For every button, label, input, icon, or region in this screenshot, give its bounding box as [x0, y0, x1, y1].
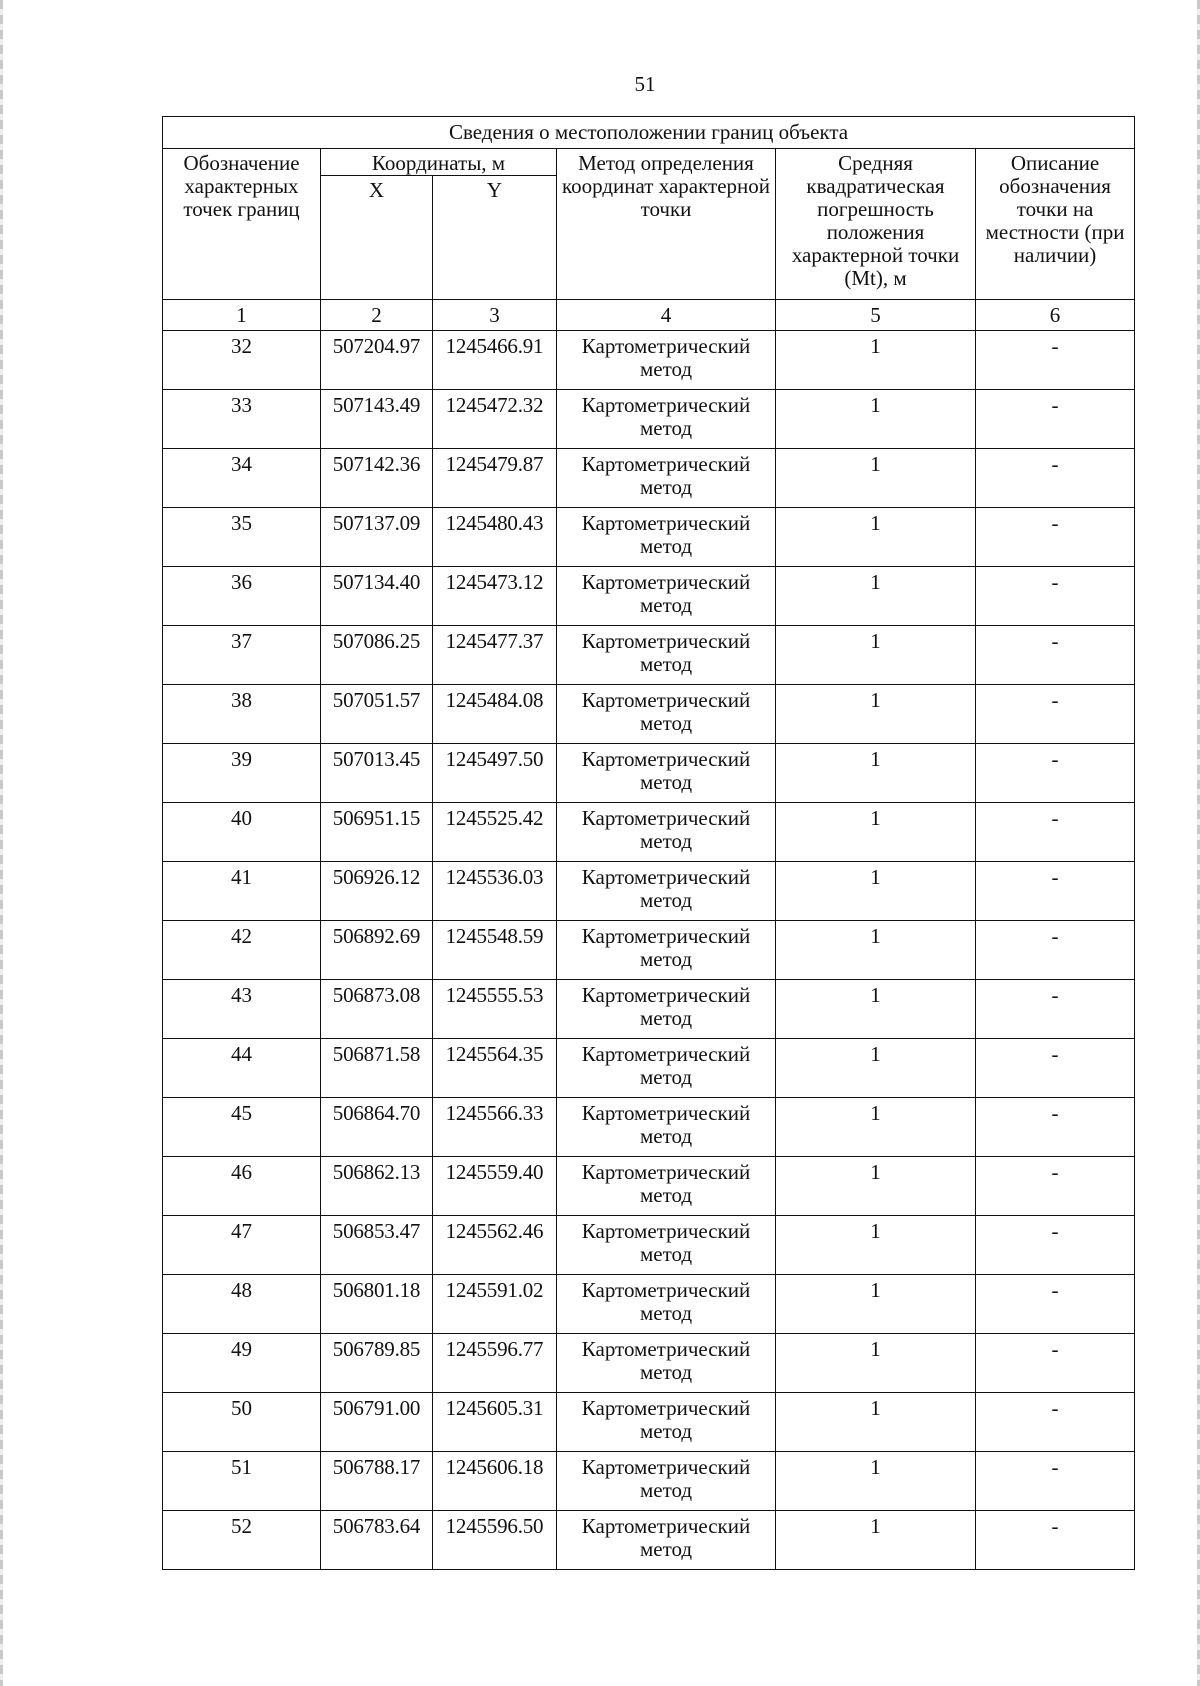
method-cell: Картометрический метод [557, 744, 776, 803]
y-coordinate-cell: 1245596.50 [433, 1511, 557, 1570]
y-coordinate-cell: 1245562.46 [433, 1216, 557, 1275]
point-cell: 33 [163, 390, 321, 449]
header-coordinates: Координаты, м [321, 149, 557, 176]
error-cell: 1 [776, 803, 976, 862]
error-cell: 1 [776, 862, 976, 921]
method-cell: Картометрический метод [557, 1098, 776, 1157]
column-index: 5 [776, 300, 976, 331]
description-cell: - [976, 744, 1135, 803]
table-caption: Сведения о местоположении границ объекта [163, 117, 1135, 149]
description-cell: - [976, 862, 1135, 921]
table-row [163, 1039, 1135, 1098]
error-cell: 1 [776, 1216, 976, 1275]
y-coordinate-cell: 1245536.03 [433, 862, 557, 921]
x-coordinate-cell: 506951.15 [321, 803, 433, 862]
error-cell: 1 [776, 1334, 976, 1393]
description-cell: - [976, 1039, 1135, 1098]
table-row [163, 1216, 1135, 1275]
error-cell: 1 [776, 685, 976, 744]
error-cell: 1 [776, 921, 976, 980]
column-index: 6 [976, 300, 1135, 331]
table-row [163, 685, 1135, 744]
x-coordinate-cell: 506783.64 [321, 1511, 433, 1570]
y-coordinate-cell: 1245479.87 [433, 449, 557, 508]
description-cell: - [976, 390, 1135, 449]
point-cell: 50 [163, 1393, 321, 1452]
point-cell: 41 [163, 862, 321, 921]
x-coordinate-cell: 506926.12 [321, 862, 433, 921]
point-cell: 35 [163, 508, 321, 567]
method-cell: Картометрический метод [557, 1216, 776, 1275]
header-description: Описание обозначения точки на местности (при наличии) [976, 149, 1135, 300]
description-cell: - [976, 1098, 1135, 1157]
method-cell: Картометрический метод [557, 331, 776, 390]
method-cell: Картометрический метод [557, 449, 776, 508]
table-row [163, 449, 1135, 508]
method-cell: Картометрический метод [557, 508, 776, 567]
table-row [163, 803, 1135, 862]
error-cell: 1 [776, 1039, 976, 1098]
method-cell: Картометрический метод [557, 1334, 776, 1393]
description-cell: - [976, 803, 1135, 862]
x-coordinate-cell: 506871.58 [321, 1039, 433, 1098]
page-number: 51 [634, 72, 656, 96]
description-cell: - [976, 508, 1135, 567]
method-cell: Картометрический метод [557, 567, 776, 626]
y-coordinate-cell: 1245525.42 [433, 803, 557, 862]
description-cell: - [976, 1157, 1135, 1216]
table-row [163, 862, 1135, 921]
description-cell: - [976, 1334, 1135, 1393]
y-coordinate-cell: 1245484.08 [433, 685, 557, 744]
method-cell: Картометрический метод [557, 1157, 776, 1216]
y-coordinate-cell: 1245480.43 [433, 508, 557, 567]
column-index-row [163, 300, 1135, 331]
description-cell: - [976, 331, 1135, 390]
description-cell: - [976, 1511, 1135, 1570]
error-cell: 1 [776, 331, 976, 390]
column-index: 3 [433, 300, 557, 331]
error-cell: 1 [776, 1511, 976, 1570]
method-cell: Картометрический метод [557, 685, 776, 744]
header-point-designation: Обозначение характерных точек границ [163, 149, 321, 300]
column-index: 4 [557, 300, 776, 331]
y-coordinate-cell: 1245472.32 [433, 390, 557, 449]
point-cell: 44 [163, 1039, 321, 1098]
x-coordinate-cell: 506788.17 [321, 1452, 433, 1511]
x-coordinate-cell: 506862.13 [321, 1157, 433, 1216]
table-row [163, 331, 1135, 390]
description-cell: - [976, 449, 1135, 508]
description-cell: - [976, 980, 1135, 1039]
x-coordinate-cell: 506873.08 [321, 980, 433, 1039]
point-cell: 40 [163, 803, 321, 862]
table-row [163, 1334, 1135, 1393]
boundary-coordinates-table [162, 116, 1135, 1570]
point-cell: 47 [163, 1216, 321, 1275]
y-coordinate-cell: 1245591.02 [433, 1275, 557, 1334]
x-coordinate-cell: 506892.69 [321, 921, 433, 980]
method-cell: Картометрический метод [557, 1039, 776, 1098]
x-coordinate-cell: 506864.70 [321, 1098, 433, 1157]
y-coordinate-cell: 1245548.59 [433, 921, 557, 980]
description-cell: - [976, 1216, 1135, 1275]
point-cell: 34 [163, 449, 321, 508]
header-x: X [321, 176, 433, 300]
x-coordinate-cell: 507137.09 [321, 508, 433, 567]
y-coordinate-cell: 1245559.40 [433, 1157, 557, 1216]
table-row [163, 626, 1135, 685]
point-cell: 36 [163, 567, 321, 626]
table-row [163, 744, 1135, 803]
description-cell: - [976, 1393, 1135, 1452]
table-body [163, 331, 1135, 1570]
x-coordinate-cell: 507086.25 [321, 626, 433, 685]
x-coordinate-cell: 507204.97 [321, 331, 433, 390]
x-coordinate-cell: 506853.47 [321, 1216, 433, 1275]
table-row [163, 1452, 1135, 1511]
method-cell: Картометрический метод [557, 1511, 776, 1570]
header-error: Средняя квадратическая погрешность положения характерной точки (Mt), м [776, 149, 976, 300]
error-cell: 1 [776, 449, 976, 508]
table-row [163, 390, 1135, 449]
point-cell: 39 [163, 744, 321, 803]
y-coordinate-cell: 1245477.37 [433, 626, 557, 685]
method-cell: Картометрический метод [557, 1452, 776, 1511]
point-cell: 46 [163, 1157, 321, 1216]
description-cell: - [976, 1275, 1135, 1334]
x-coordinate-cell: 507142.36 [321, 449, 433, 508]
table-row [163, 1511, 1135, 1570]
y-coordinate-cell: 1245566.33 [433, 1098, 557, 1157]
header-method: Метод определения координат характерной точки [557, 149, 776, 300]
method-cell: Картометрический метод [557, 862, 776, 921]
description-cell: - [976, 921, 1135, 980]
y-coordinate-cell: 1245555.53 [433, 980, 557, 1039]
error-cell: 1 [776, 1275, 976, 1334]
error-cell: 1 [776, 744, 976, 803]
description-cell: - [976, 1452, 1135, 1511]
table-row [163, 1157, 1135, 1216]
table-row [163, 980, 1135, 1039]
table-row [163, 921, 1135, 980]
error-cell: 1 [776, 1157, 976, 1216]
error-cell: 1 [776, 626, 976, 685]
table-row [163, 1098, 1135, 1157]
method-cell: Картометрический метод [557, 1275, 776, 1334]
x-coordinate-cell: 507051.57 [321, 685, 433, 744]
y-coordinate-cell: 1245497.50 [433, 744, 557, 803]
error-cell: 1 [776, 567, 976, 626]
method-cell: Картометрический метод [557, 803, 776, 862]
error-cell: 1 [776, 390, 976, 449]
error-cell: 1 [776, 1098, 976, 1157]
column-index: 1 [163, 300, 321, 331]
method-cell: Картометрический метод [557, 921, 776, 980]
point-cell: 32 [163, 331, 321, 390]
point-cell: 38 [163, 685, 321, 744]
method-cell: Картометрический метод [557, 1393, 776, 1452]
point-cell: 52 [163, 1511, 321, 1570]
error-cell: 1 [776, 980, 976, 1039]
point-cell: 42 [163, 921, 321, 980]
table-row [163, 1275, 1135, 1334]
method-cell: Картометрический метод [557, 626, 776, 685]
x-coordinate-cell: 507134.40 [321, 567, 433, 626]
description-cell: - [976, 567, 1135, 626]
point-cell: 43 [163, 980, 321, 1039]
table-row [163, 567, 1135, 626]
y-coordinate-cell: 1245564.35 [433, 1039, 557, 1098]
point-cell: 45 [163, 1098, 321, 1157]
x-coordinate-cell: 507143.49 [321, 390, 433, 449]
method-cell: Картометрический метод [557, 390, 776, 449]
y-coordinate-cell: 1245596.77 [433, 1334, 557, 1393]
method-cell: Картометрический метод [557, 980, 776, 1039]
point-cell: 37 [163, 626, 321, 685]
table-row [163, 1393, 1135, 1452]
y-coordinate-cell: 1245473.12 [433, 567, 557, 626]
error-cell: 1 [776, 508, 976, 567]
left-scan-edge [0, 0, 3, 1686]
x-coordinate-cell: 506789.85 [321, 1334, 433, 1393]
x-coordinate-cell: 506801.18 [321, 1275, 433, 1334]
header-y: Y [433, 176, 557, 300]
point-cell: 51 [163, 1452, 321, 1511]
y-coordinate-cell: 1245606.18 [433, 1452, 557, 1511]
x-coordinate-cell: 507013.45 [321, 744, 433, 803]
point-cell: 49 [163, 1334, 321, 1393]
point-cell: 48 [163, 1275, 321, 1334]
description-cell: - [976, 685, 1135, 744]
y-coordinate-cell: 1245466.91 [433, 331, 557, 390]
x-coordinate-cell: 506791.00 [321, 1393, 433, 1452]
table-row [163, 508, 1135, 567]
error-cell: 1 [776, 1393, 976, 1452]
column-index: 2 [321, 300, 433, 331]
y-coordinate-cell: 1245605.31 [433, 1393, 557, 1452]
error-cell: 1 [776, 1452, 976, 1511]
description-cell: - [976, 626, 1135, 685]
